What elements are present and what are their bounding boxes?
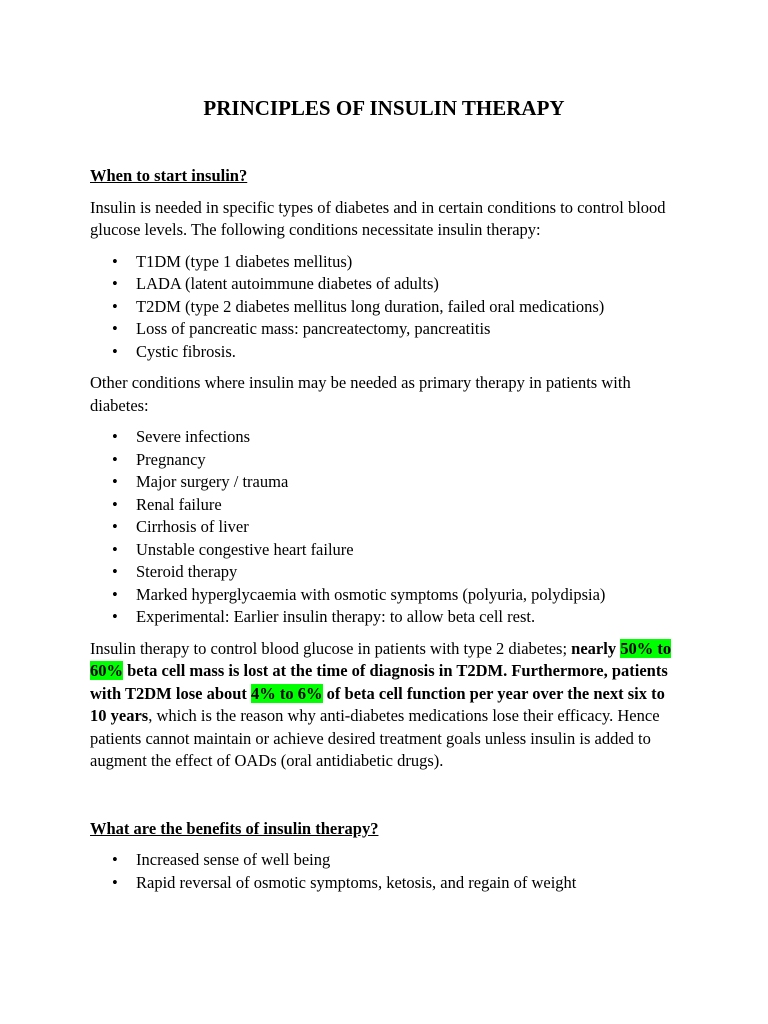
highlight-beta-cell-function: 4% to 6% xyxy=(251,683,323,703)
list-item: • Renal failure xyxy=(90,494,672,517)
highlight-beta-cell-mass: 50% to 60% xyxy=(90,638,672,680)
list-item: • T2DM (type 2 diabetes mellitus long duration, failed oral medications) xyxy=(90,296,672,319)
list-item: • Steroid therapy xyxy=(90,561,672,584)
other-conditions-list xyxy=(90,426,672,629)
list-item: • Cirrhosis of liver xyxy=(90,516,672,539)
list-item: • Severe infections xyxy=(90,426,672,449)
list-item: • Cystic fibrosis. xyxy=(90,341,672,364)
list-item: • LADA (latent autoimmune diabetes of adults) xyxy=(90,273,672,296)
benefits-list xyxy=(90,849,672,894)
t2dm-paragraph xyxy=(90,638,672,773)
t2dm-bold-beta-cell-mass: beta cell mass is lost at the time of diagnosis in T2DM. Furthermore, patients with T2DM lose about xyxy=(90,661,668,703)
section-heading-when-to-start: When to start insulin? xyxy=(90,166,248,185)
list-item: • Pregnancy xyxy=(90,449,672,472)
t2dm-bold-nearly: nearly xyxy=(571,638,621,658)
list-item: • Rapid reversal of osmotic symptoms, ketosis, and regain of weight xyxy=(90,872,672,895)
other-conditions-paragraph: Other conditions where insulin may be needed as primary therapy in patients with diabetes: xyxy=(90,373,631,415)
list-item: • Marked hyperglycaemia with osmotic symptoms (polyuria, polydipsia) xyxy=(90,584,672,607)
list-item: • Major surgery / trauma xyxy=(90,471,672,494)
list-item: • Unstable congestive heart failure xyxy=(90,539,672,562)
list-item: • Increased sense of well being xyxy=(90,849,672,872)
t2dm-bold-per-year: of beta cell function per year over the next six to 10 years xyxy=(90,683,665,725)
t2dm-text-part2: , which is the reason why anti-diabetes medications lose their efficacy. Hence patients cannot maintain or achieve desired treatment goals unless insulin is added to augment the effect of OADs (oral antidiabetic drugs). xyxy=(90,706,660,770)
list-item: • Loss of pancreatic mass: pancreatectomy, pancreatitis xyxy=(90,318,672,341)
section-heading-benefits: What are the benefits of insulin therapy? xyxy=(90,818,379,838)
t2dm-text-part1: Insulin therapy to control blood glucose in patients with type 2 diabetes; xyxy=(90,638,572,658)
intro-paragraph: Insulin is needed in specific types of diabetes and in certain conditions to control blood glucose levels. The following conditions necessitate insulin therapy: xyxy=(90,197,666,239)
document-title: PRINCIPLES OF INSULIN THERAPY xyxy=(203,96,565,120)
list-item: • Experimental: Earlier insulin therapy: to allow beta cell rest. xyxy=(90,606,672,629)
list-item: • T1DM (type 1 diabetes mellitus) xyxy=(90,251,672,274)
conditions-list xyxy=(90,251,672,364)
